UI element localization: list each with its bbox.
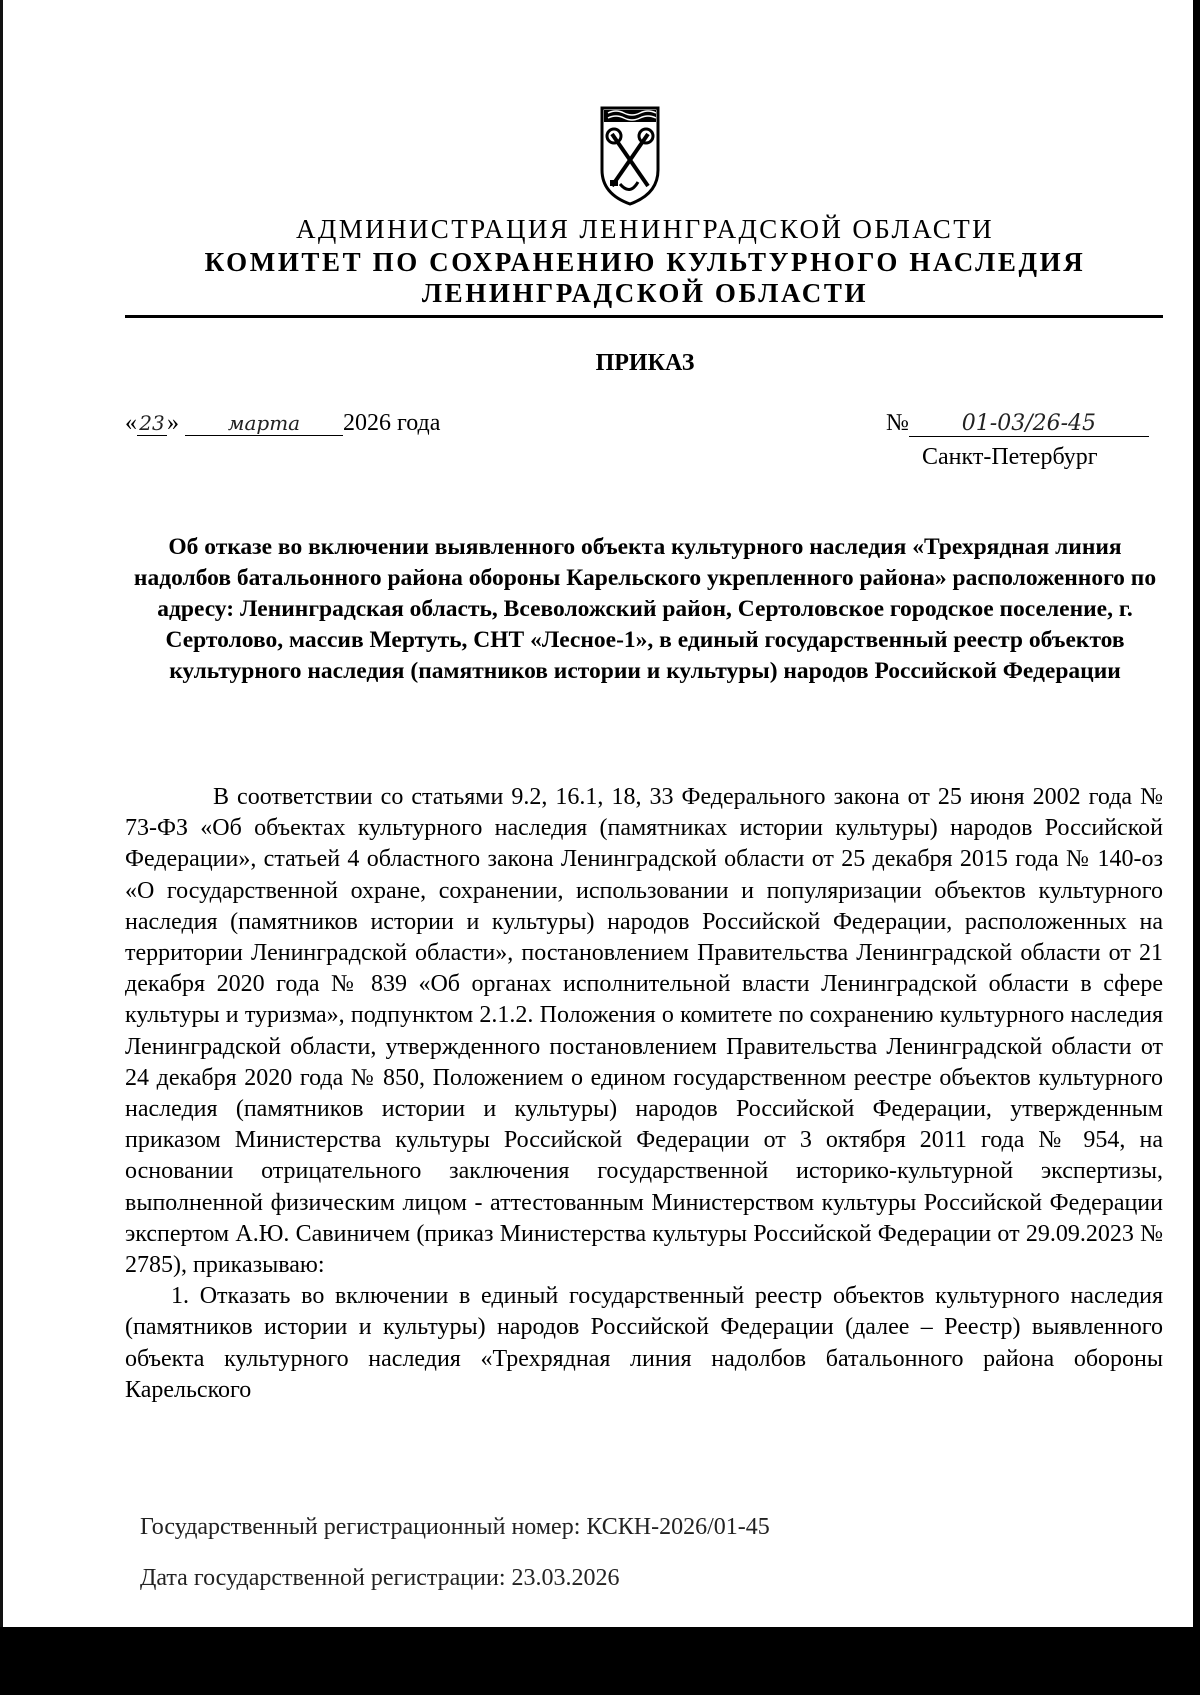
document-number	[886, 410, 1149, 437]
date-close-quote: »	[167, 410, 179, 436]
date-open-quote: «	[125, 410, 137, 436]
administration-name: АДМИНИСТРАЦИЯ ЛЕНИНГРАДСКОЙ ОБЛАСТИ	[295, 214, 994, 244]
header-divider	[125, 315, 1163, 318]
committee-name-line1: КОМИТЕТ ПО СОХРАНЕНИЮ КУЛЬТУРНОГО НАСЛЕДИЯ	[204, 247, 1086, 277]
date-day: 23	[137, 411, 167, 436]
document-type: ПРИКАЗ	[595, 350, 695, 376]
committee-name-line2: ЛЕНИНГРАДСКОЙ ОБЛАСТИ	[421, 278, 869, 308]
coat-of-arms-icon	[598, 104, 662, 208]
body-paragraph-1: В соответствии со статьями 9.2, 16.1, 18, 33 Федерального закона от 25 июня 2002 года № 73-ФЗ «Об объектах культурного наследия (памятниках истории культуры) народов Российской Федерации», статьей 4 областного закона Ленинградской области от 25 декабря 2015 года № 140-оз «О государственной охране, сохранении, использовании и популяризации объектов культурного наследия (памятников истории и культуры) народов Российской Федерации, расположенных на территории Ленинградской области», постановлением Правительства Ленинградской области от 21 декабря 2020 года № 839 «Об органах исполнительной власти Ленинградской области в сфере культуры и туризма», подпунктом 2.1.2. Положения о комитете по сохранению культурного наследия Ленинградской области, утвержденного постановлением Правительства Ленинградской области от 24 декабря 2020 года № 850, Положением о едином государственном реестре объектов культурного наследия (памятников истории и культуры) народов Российской Федерации, утвержденным приказом Министерства культуры Российской Федерации от 3 октября 2011 года № 954, на основании отрицательного заключения государственной историко-культурной экспертизы, выполненной физическим лицом - аттестованным Министерством культуры Российской Федерации экспертом А.Ю. Савиничем (приказ Министерства культуры Российской Федерации от 29.09.2023 № 2785), приказываю:	[125, 784, 1163, 1279]
document-body	[125, 782, 1163, 1406]
document-city: Санкт-Петербург	[922, 444, 1098, 470]
number-prefix: №	[886, 410, 909, 436]
document-title: Об отказе во включении выявленного объекта культурного наследия «Трехрядная линия надолбов батальонного района обороны Карельского укрепленного района» расположенного по адресу: Ленинградская область, Всеволожский район, Сертоловское городское поселение, г. Сертолово, массив Мертуть, СНТ «Лесное-1», в единый государственный реестр объектов культурного наследия (памятников истории и культуры) народов Российской Федерации	[133, 534, 1157, 684]
date-month: марта	[185, 411, 343, 436]
registration-date: Дата государственной регистрации: 23.03.2026	[140, 1565, 620, 1591]
body-paragraph-2: 1. Отказать во включении в единый государственный реестр объектов культурного наследия (памятников истории и культуры) народов Российской Федерации (далее – Реестр) выявленного объекта культурного наследия «Трехрядная линия надолбов батальонного района обороны Карельского	[125, 1283, 1163, 1403]
registration-number: Государственный регистрационный номер: КСКН-2026/01-45	[140, 1514, 770, 1540]
number-value: 01-03/26-45	[909, 411, 1149, 437]
date-year: 2026 года	[343, 410, 441, 436]
document-date	[125, 410, 440, 437]
scan-bottom-band	[0, 1627, 1200, 1695]
